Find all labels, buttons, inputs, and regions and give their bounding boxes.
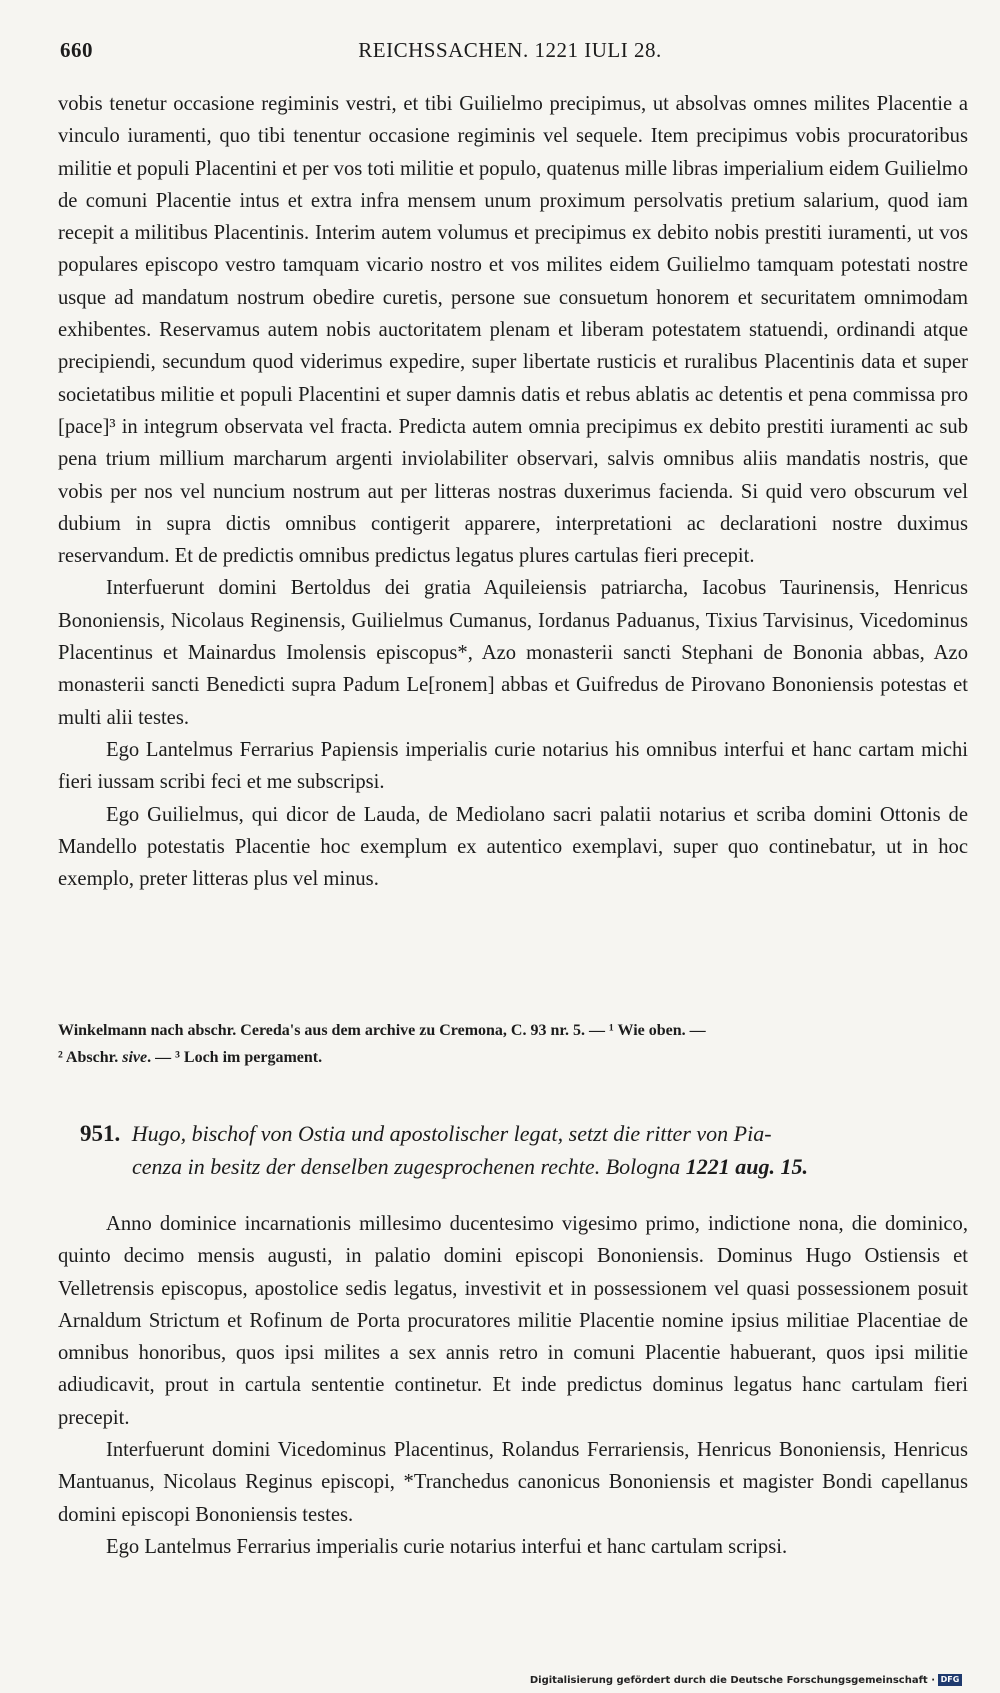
- document-951-paragraph-1: Anno dominice incarnationis millesimo ducentesimo vigesimo primo, indictione nona, die dominico, quinto decimo mensis augusti, in palatio domini episcopi Bononiensis. Dominus Hugo Ostiensis et Velletrensis episcopus, apostolice sedis legatus, investivit et in possessionem vel quasi possessionem posuit Arnaldum Strictum et Rofinum de Porta procuratores militie Placentie nomine ipsius militiae Placentiae de omnibus honoribus, quos ipsi milites a sex annis retro in comuni Placentie habuerant, quos ipsi militie adiudicavit, prout in cartula sententie continetur. Et inde predictus dominus legatus hanc cartulam fieri precepit.: [58, 1213, 968, 1429]
- witness-list-paragraph: Interfuerunt domini Bertoldus dei gratia Aquileiensis patriarcha, Iacobus Taurinensis, Henricus Bononiensis, Nicolaus Reginensis, Guilielmus Cumanus, Iordanus Paduanus, Tixius Tarvisinus, Vicedominus Placentinus et Mainardus Imolensis episcopus*, Azo monasterii sancti Stephani de Bononia abbas, Azo monasterii sancti Benedicti supra Padum Le[ronem] abbas et Guifredus de Pirovano Bononiensis potestas et multi alii testes.: [58, 577, 968, 729]
- regest-line-1: Hugo, bischof von Ostia und apostolischer legat, setzt die ritter von Pia-: [131, 1121, 772, 1146]
- footnote-3-text: . — ³ Loch im pergament.: [147, 1049, 323, 1066]
- document-number: 951.: [80, 1121, 121, 1146]
- running-head: [60, 38, 960, 68]
- regest-line-2: cenza in besitz der denselben zugesprochenen rechte. Bologna: [132, 1154, 686, 1179]
- running-title: REICHSSACHEN. 1221 IULI 28.: [358, 38, 662, 62]
- credit-text: Digitalisierung gefördert durch die Deutsche Forschungsgemeinschaft ·: [529, 1675, 935, 1686]
- continued-charter-text: [58, 88, 968, 895]
- page-number: 660: [60, 38, 93, 62]
- document-heading-951: [80, 1117, 968, 1183]
- charter-paragraph-1: vobis tenetur occasione regiminis vestri, et tibi Guilielmo precipimus, ut absolvas omnes milites Placentie a vinculo iuramenti, quo tibi tenentur occasione regiminis vel sequele. Item precipimus vobis procuratoribus militie et populi Placentini et per vos toti militie et populo, quatenus mille libras imperialium eidem Guilielmo de comuni Placentie intus et extra infra mensem unum proximum persolvatis pretium salarium, quod iam recepit a militibus Placentinis. Interim autem volumus et precipimus ex debito nobis prestiti iuramenti, ut vos populares episcopo vestro tamquam vicario nostro et vos milites eidem Guilielmo tamquam potestati nostre usque ad mandatum nostrum obedire curetis, persone sue consuetum honorem et securitatem omnimodam exhibentes. Reservamus autem nobis auctoritatem plenam et liberam potestatem statuendi, ordinandi atque precipiendi, secundum quod viderimus expedire, super libertate rusticis et ruralibus Placentinis data et super societatibus militie et populi Placentini et super damnis datis et rebus ablatis ac detentis et pena commissa pro [pace]³ in integrum observata vel fracta. Predicta autem omnia precipimus ex debito prestiti iuramenti ac sub pena trium millium marcharum argenti inviolabiliter observari, salvis omnibus aliis mandatis nostris, que vobis per nos vel nuncium nostrum aut per litteras nostras duxerimus facienda. Si quid vero obscurum vel dubium in supra dictis omnibus contigerit apparere, interpretationi ac declarationi nostre duximus reservandum. Et de predictis omnibus predictus legatus plures cartulas fieri precepit.: [58, 93, 968, 568]
- footnote-line-2: [58, 1044, 968, 1071]
- notary-subscription-2: Ego Guilielmus, qui dicor de Lauda, de Mediolano sacri palatii notarius et scriba domini Ottonis de Mandello potestatis Placentie hoc exemplum ex autentico exemplavi, super quo continebatur, ut in hoc exemplo, preter litteras plus vel minus.: [58, 803, 968, 891]
- document-date: 1221 aug. 15.: [685, 1154, 808, 1179]
- document-951-subscription: Ego Lantelmus Ferrarius imperialis curie notarius interfui et hanc cartulam scripsi.: [106, 1535, 788, 1558]
- dfg-logo: DFG: [938, 1674, 962, 1686]
- regest-line-2-wrapper: [80, 1150, 968, 1183]
- footnotes: [58, 1017, 968, 1071]
- footnote-source-line: Winkelmann nach abschr. Cereda's aus dem archive zu Cremona, C. 93 nr. 5. — ¹ Wie oben. —: [58, 1022, 706, 1039]
- document-951-witnesses: Interfuerunt domini Vicedominus Placentinus, Rolandus Ferrariensis, Henricus Bononiensis, Henricus Mantuanus, Nicolaus Reginus episcopi, *Tranchedus canonicus Bononiensis et magister Bondi capellanus domini episcopi Bononiensis testes.: [58, 1439, 968, 1526]
- footnote-2-label: ² Abschr.: [58, 1049, 123, 1066]
- digitization-credit: [530, 1674, 962, 1686]
- footnote-2-italic: sive: [122, 1049, 148, 1066]
- notary-subscription-1: Ego Lantelmus Ferrarius Papiensis imperialis curie notarius his omnibus interfui et hanc cartam michi fieri iussam scribi feci et me subscripsi.: [58, 738, 968, 794]
- document-951-text: [58, 1208, 968, 1563]
